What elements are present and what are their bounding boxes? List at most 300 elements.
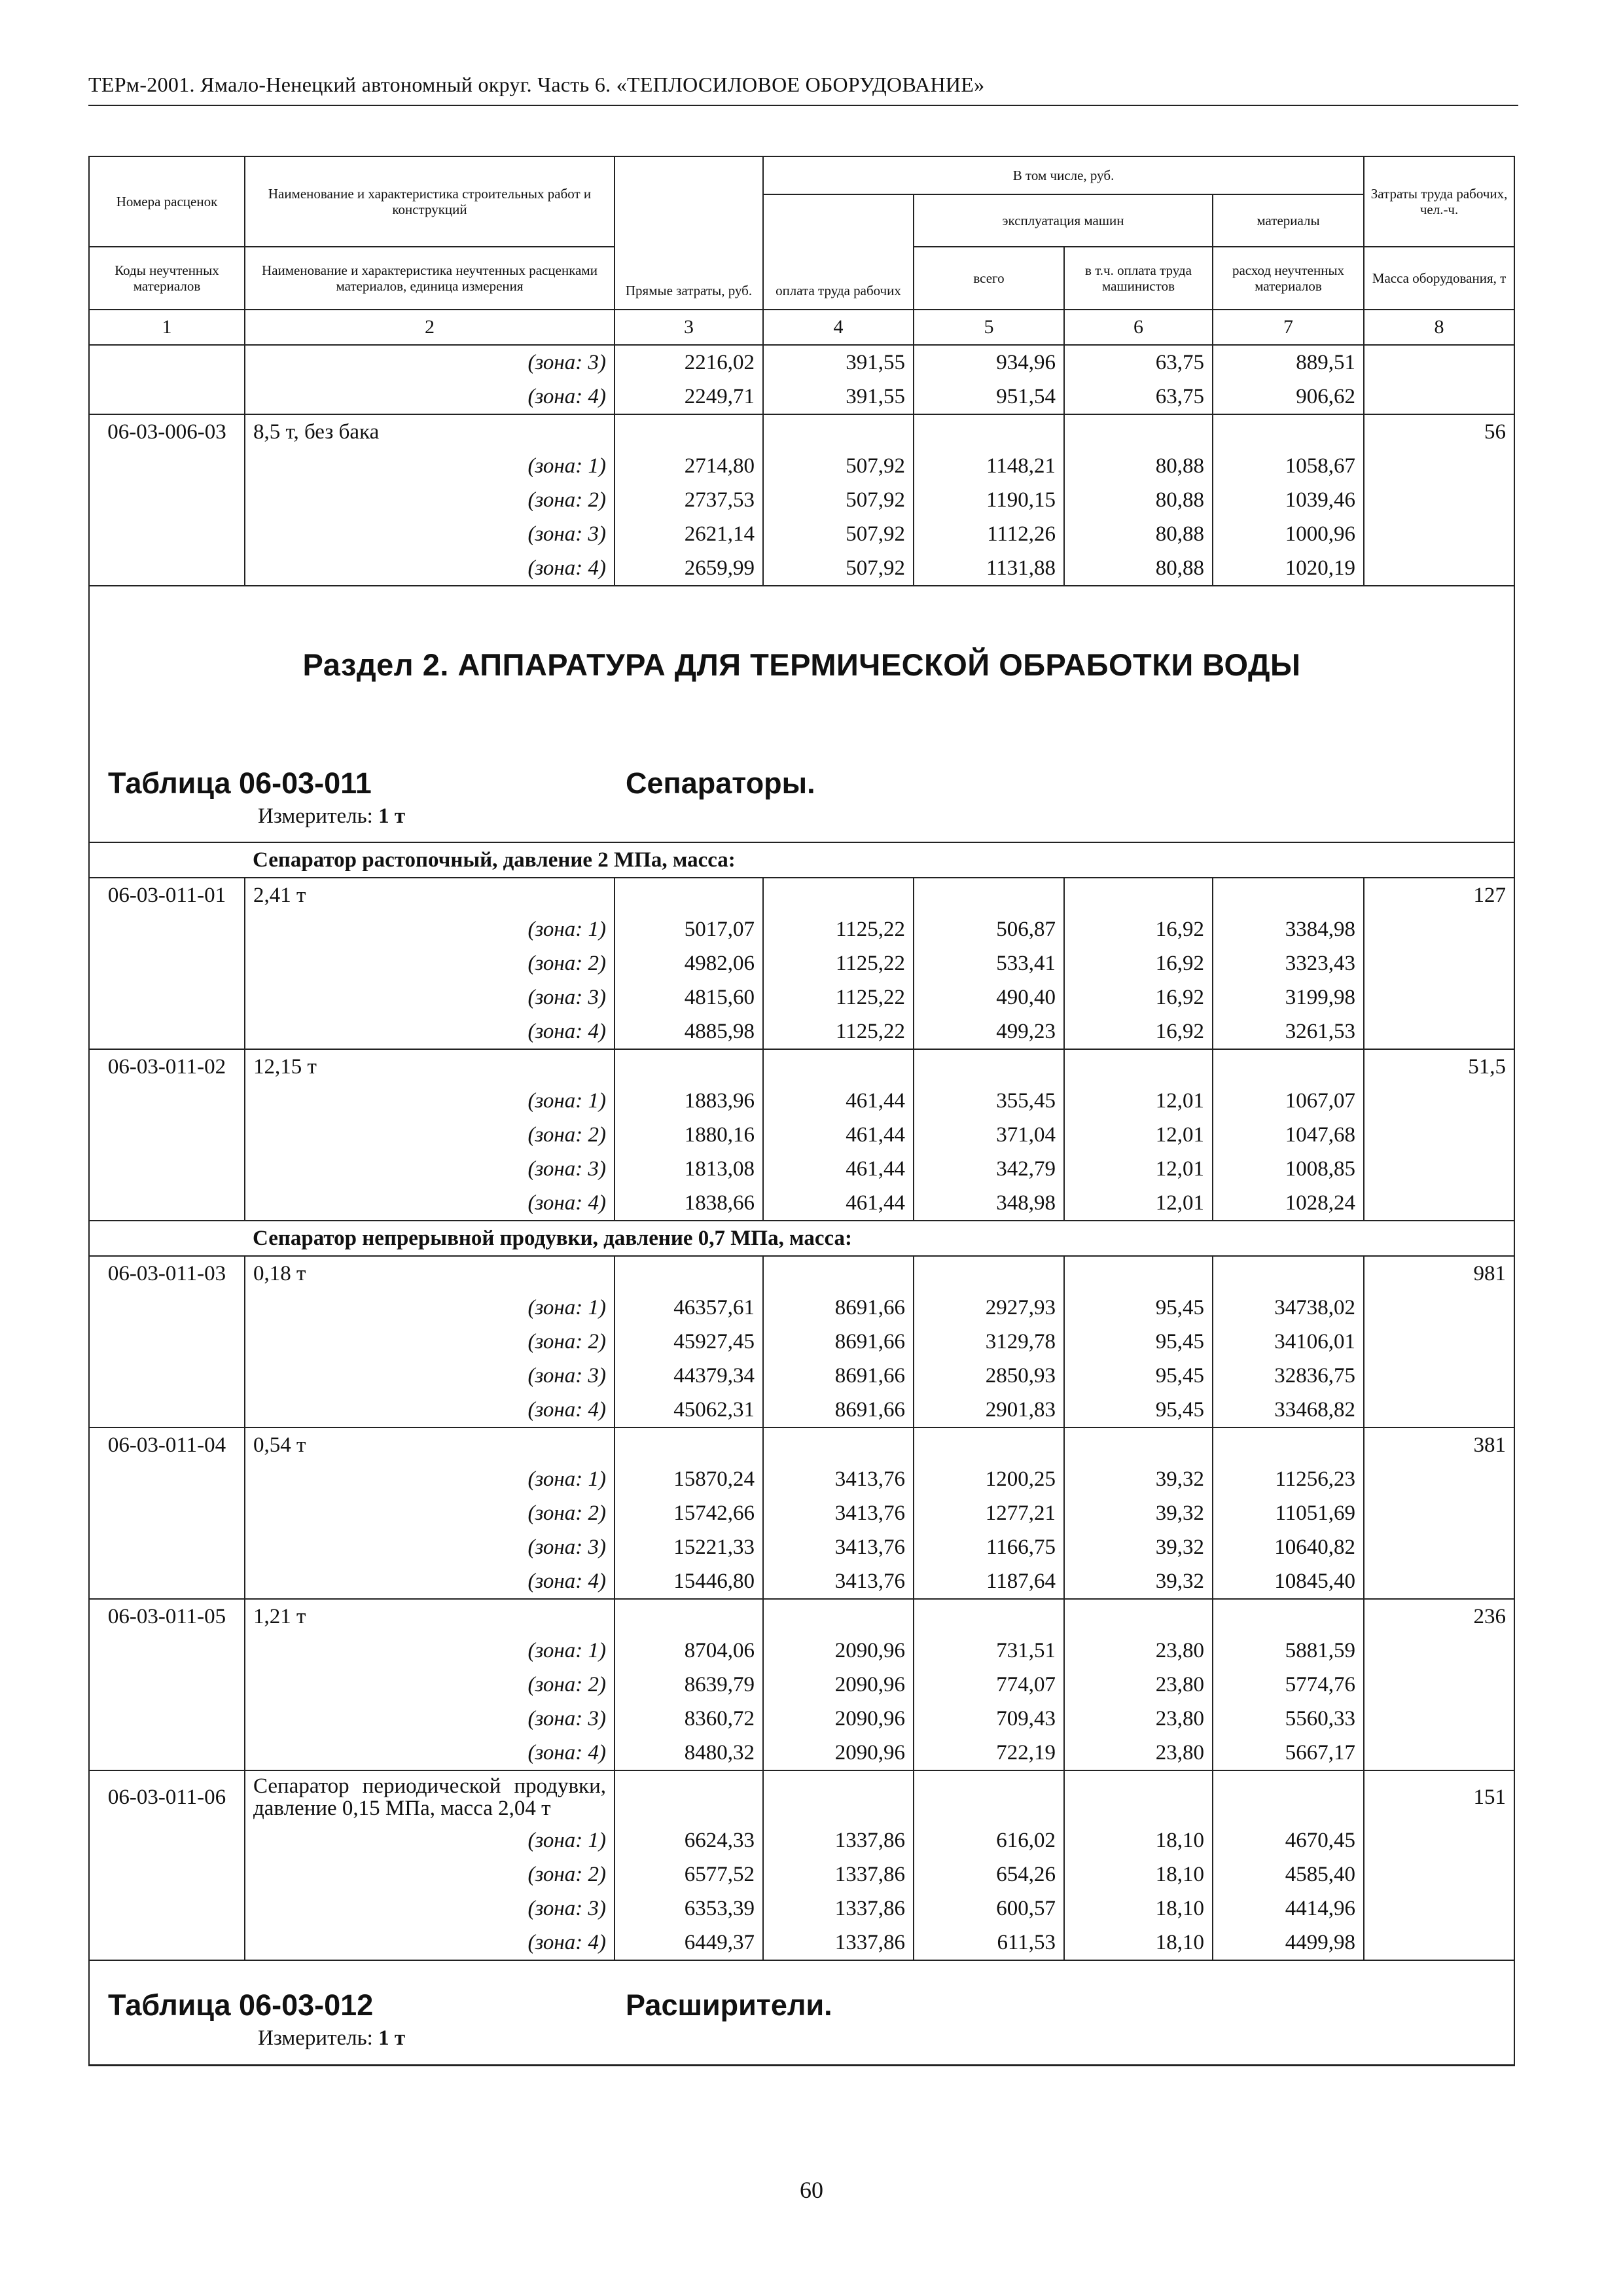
labor-pay: 8691,66 <box>763 1325 914 1359</box>
labor-cell <box>1364 1359 1514 1393</box>
item-row <box>89 878 1514 912</box>
empty-cell <box>914 1049 1064 1084</box>
direct-cost: 2216,02 <box>615 345 763 380</box>
direct-cost: 1838,66 <box>615 1186 763 1221</box>
machines-op-pay: 16,92 <box>1064 980 1213 1014</box>
labor-cell <box>1364 912 1514 946</box>
code-cell <box>89 946 245 980</box>
zone-label: (зона: 2) <box>245 483 615 517</box>
materials: 32836,75 <box>1213 1359 1364 1393</box>
machines-op-pay: 12,01 <box>1064 1118 1213 1152</box>
machines-total: 533,41 <box>914 946 1064 980</box>
machines-op-pay: 80,88 <box>1064 449 1213 483</box>
machines-total: 1187,64 <box>914 1564 1064 1599</box>
machines-op-pay: 95,45 <box>1064 1393 1213 1427</box>
empty-cell <box>914 1599 1064 1634</box>
zone-label: (зона: 4) <box>245 1393 615 1427</box>
machines-op-pay: 18,10 <box>1064 1857 1213 1892</box>
empty-cell <box>89 842 245 878</box>
labor-pay: 1337,86 <box>763 1823 914 1857</box>
materials: 3199,98 <box>1213 980 1364 1014</box>
labor-cell <box>1364 1014 1514 1049</box>
machines-total: 2927,93 <box>914 1291 1064 1325</box>
table-row <box>89 946 1514 980</box>
empty-cell <box>763 1427 914 1462</box>
table-row <box>89 1186 1514 1221</box>
empty-cell <box>1064 1427 1213 1462</box>
machines-total: 654,26 <box>914 1857 1064 1892</box>
labor-pay: 391,55 <box>763 380 914 414</box>
labor-pay: 461,44 <box>763 1118 914 1152</box>
labor-cell <box>1364 1702 1514 1736</box>
item-name: 2,41 т <box>245 878 615 912</box>
table-number: Таблица 06-03-012 <box>108 1988 374 2022</box>
labor-cell <box>1364 483 1514 517</box>
col-materials-unacc-header: расход неучтенных материалов <box>1213 247 1364 310</box>
code-cell <box>89 1530 245 1564</box>
machines-op-pay: 18,10 <box>1064 1926 1213 1960</box>
machines-op-pay: 18,10 <box>1064 1823 1213 1857</box>
table-row <box>89 551 1514 586</box>
direct-cost: 8360,72 <box>615 1702 763 1736</box>
zone-label: (зона: 2) <box>245 1496 615 1530</box>
rate-code: 06-03-011-02 <box>89 1049 245 1084</box>
machines-total: 1131,88 <box>914 551 1064 586</box>
labor-cell <box>1364 1462 1514 1496</box>
machines-op-pay: 23,80 <box>1064 1736 1213 1770</box>
item-row <box>89 1427 1514 1462</box>
materials: 34738,02 <box>1213 1291 1364 1325</box>
table-row <box>89 449 1514 483</box>
machines-op-pay: 80,88 <box>1064 517 1213 551</box>
item-name: 0,54 т <box>245 1427 615 1462</box>
labor-cell <box>1364 517 1514 551</box>
labor-pay: 2090,96 <box>763 1668 914 1702</box>
item-row <box>89 1770 1514 1823</box>
code-cell <box>89 1118 245 1152</box>
group-row <box>89 1221 1514 1256</box>
labor-hours: 51,5 <box>1364 1049 1514 1084</box>
unit-label: Измеритель: <box>258 2026 373 2050</box>
machines-op-pay: 39,32 <box>1064 1564 1213 1599</box>
direct-cost: 15870,24 <box>615 1462 763 1496</box>
labor-cell <box>1364 449 1514 483</box>
empty-cell <box>763 1256 914 1291</box>
machines-total: 1148,21 <box>914 449 1064 483</box>
direct-cost: 8639,79 <box>615 1668 763 1702</box>
materials: 1058,67 <box>1213 449 1364 483</box>
zone-label: (зона: 1) <box>245 1084 615 1118</box>
machines-total: 934,96 <box>914 345 1064 380</box>
table-row <box>89 1084 1514 1118</box>
machines-op-pay: 12,01 <box>1064 1152 1213 1186</box>
col-number: 8 <box>1364 310 1514 345</box>
code-cell <box>89 1014 245 1049</box>
code-cell <box>89 1359 245 1393</box>
labor-pay: 1125,22 <box>763 1014 914 1049</box>
empty-cell <box>1213 1599 1364 1634</box>
zone-label: (зона: 1) <box>245 912 615 946</box>
labor-cell <box>1364 1152 1514 1186</box>
materials: 1008,85 <box>1213 1152 1364 1186</box>
table-row <box>89 1462 1514 1496</box>
zone-label: (зона: 3) <box>245 1152 615 1186</box>
table-row <box>89 1702 1514 1736</box>
direct-cost: 4982,06 <box>615 946 763 980</box>
direct-cost: 45062,31 <box>615 1393 763 1427</box>
col-machines-total-header: всего <box>914 247 1064 310</box>
labor-hours: 151 <box>1364 1770 1514 1823</box>
materials: 1067,07 <box>1213 1084 1364 1118</box>
machines-total: 611,53 <box>914 1926 1064 1960</box>
machines-total: 2901,83 <box>914 1393 1064 1427</box>
table-row <box>89 1736 1514 1770</box>
code-cell <box>89 1496 245 1530</box>
materials: 906,62 <box>1213 380 1364 414</box>
empty-cell <box>615 1427 763 1462</box>
table-row <box>89 1823 1514 1857</box>
item-row <box>89 1049 1514 1084</box>
zone-label: (зона: 3) <box>245 1530 615 1564</box>
item-row <box>89 1256 1514 1291</box>
materials: 3323,43 <box>1213 946 1364 980</box>
labor-pay: 8691,66 <box>763 1359 914 1393</box>
materials: 5560,33 <box>1213 1702 1364 1736</box>
labor-cell <box>1364 1496 1514 1530</box>
machines-total: 348,98 <box>914 1186 1064 1221</box>
labor-cell <box>1364 946 1514 980</box>
unit-value: 1 т <box>378 2026 406 2050</box>
code-cell <box>89 1668 245 1702</box>
labor-cell <box>1364 1634 1514 1668</box>
labor-pay: 1125,22 <box>763 946 914 980</box>
empty-cell <box>615 414 763 449</box>
table-row <box>89 1926 1514 1960</box>
empty-cell <box>1213 878 1364 912</box>
machines-op-pay: 23,80 <box>1064 1702 1213 1736</box>
direct-cost: 2249,71 <box>615 380 763 414</box>
code-cell <box>89 1291 245 1325</box>
code-cell <box>89 1926 245 1960</box>
code-cell <box>89 1857 245 1892</box>
zone-label: (зона: 2) <box>245 1325 615 1359</box>
machines-op-pay: 39,32 <box>1064 1496 1213 1530</box>
machines-op-pay: 63,75 <box>1064 345 1213 380</box>
empty-cell <box>914 1770 1064 1823</box>
labor-pay: 1125,22 <box>763 980 914 1014</box>
table-row <box>89 912 1514 946</box>
table-heading <box>90 766 1514 837</box>
empty-cell <box>615 1049 763 1084</box>
empty-cell <box>615 878 763 912</box>
empty-cell <box>914 1256 1064 1291</box>
labor-cell <box>1364 1084 1514 1118</box>
machines-op-pay: 95,45 <box>1064 1291 1213 1325</box>
empty-cell <box>763 1599 914 1634</box>
col-incl-header: В том числе, руб. <box>763 156 1364 194</box>
zone-label: (зона: 3) <box>245 1359 615 1393</box>
machines-op-pay: 16,92 <box>1064 912 1213 946</box>
section-title: Раздел 2. АППАРАТУРА ДЛЯ ТЕРМИЧЕСКОЙ ОБРАБОТКИ ВОДЫ <box>302 647 1301 682</box>
direct-cost: 4885,98 <box>615 1014 763 1049</box>
empty-cell <box>615 1770 763 1823</box>
direct-cost: 6577,52 <box>615 1857 763 1892</box>
direct-cost: 2621,14 <box>615 517 763 551</box>
direct-cost: 2737,53 <box>615 483 763 517</box>
unit-value: 1 т <box>378 804 406 828</box>
table-row <box>89 1668 1514 1702</box>
materials: 5774,76 <box>1213 1668 1364 1702</box>
zone-label: (зона: 4) <box>245 1014 615 1049</box>
rate-code: 06-03-011-04 <box>89 1427 245 1462</box>
code-cell <box>89 517 245 551</box>
col-code-header: Номера расценок <box>89 156 245 247</box>
table-heading-row <box>89 1960 1514 2066</box>
labor-cell <box>1364 1291 1514 1325</box>
materials: 4414,96 <box>1213 1892 1364 1926</box>
labor-cell <box>1364 345 1514 380</box>
item-name: 8,5 т, без бака <box>245 414 615 449</box>
materials: 3384,98 <box>1213 912 1364 946</box>
labor-pay: 507,92 <box>763 483 914 517</box>
empty-cell <box>1064 1599 1213 1634</box>
col-name-unacc-header: Наименование и характеристика неучтенных расценками материалов, единица измерения <box>245 247 615 310</box>
table-row <box>89 517 1514 551</box>
labor-cell <box>1364 1668 1514 1702</box>
machines-total: 722,19 <box>914 1736 1064 1770</box>
table-row <box>89 1359 1514 1393</box>
materials: 5667,17 <box>1213 1736 1364 1770</box>
rate-code: 06-03-011-05 <box>89 1599 245 1634</box>
empty-cell <box>1064 878 1213 912</box>
labor-hours: 56 <box>1364 414 1514 449</box>
zone-label: (зона: 3) <box>245 517 615 551</box>
machines-op-pay: 16,92 <box>1064 1014 1213 1049</box>
zone-label: (зона: 3) <box>245 980 615 1014</box>
zone-label: (зона: 1) <box>245 1823 615 1857</box>
labor-pay: 507,92 <box>763 517 914 551</box>
group-row <box>89 842 1514 878</box>
code-cell <box>89 1325 245 1359</box>
zone-label: (зона: 4) <box>245 1926 615 1960</box>
code-cell <box>89 1736 245 1770</box>
materials: 4670,45 <box>1213 1823 1364 1857</box>
table-row <box>89 1496 1514 1530</box>
materials: 1047,68 <box>1213 1118 1364 1152</box>
zone-label: (зона: 3) <box>245 345 615 380</box>
unit-line <box>258 2026 405 2051</box>
labor-pay: 3413,76 <box>763 1462 914 1496</box>
group-title: Сепаратор непрерывной продувки, давление 0,7 МПа, масса: <box>245 1221 1514 1256</box>
labor-cell <box>1364 1118 1514 1152</box>
table-row <box>89 1857 1514 1892</box>
empty-cell <box>914 1427 1064 1462</box>
table-row <box>89 1325 1514 1359</box>
materials: 4585,40 <box>1213 1857 1364 1892</box>
materials: 33468,82 <box>1213 1393 1364 1427</box>
materials: 10640,82 <box>1213 1530 1364 1564</box>
direct-cost: 5017,07 <box>615 912 763 946</box>
col-machines-op-pay-header: в т.ч. оплата труда машинистов <box>1064 247 1213 310</box>
zone-label: (зона: 4) <box>245 1736 615 1770</box>
running-header: ТЕРм-2001. Ямало-Ненецкий автономный округ. Часть 6. «ТЕПЛОСИЛОВОЕ ОБОРУДОВАНИЕ» <box>88 71 1518 106</box>
direct-cost: 8480,32 <box>615 1736 763 1770</box>
direct-cost: 4815,60 <box>615 980 763 1014</box>
table-row <box>89 1892 1514 1926</box>
machines-total: 342,79 <box>914 1152 1064 1186</box>
zone-label: (зона: 4) <box>245 1186 615 1221</box>
zone-label: (зона: 3) <box>245 1892 615 1926</box>
machines-total: 951,54 <box>914 380 1064 414</box>
machines-total: 490,40 <box>914 980 1064 1014</box>
materials: 5881,59 <box>1213 1634 1364 1668</box>
labor-cell <box>1364 380 1514 414</box>
empty-cell <box>763 1770 914 1823</box>
zone-label: (зона: 3) <box>245 1702 615 1736</box>
zone-label: (зона: 2) <box>245 1118 615 1152</box>
materials: 1039,46 <box>1213 483 1364 517</box>
empty-cell <box>914 414 1064 449</box>
direct-cost: 2714,80 <box>615 449 763 483</box>
machines-total: 499,23 <box>914 1014 1064 1049</box>
machines-total: 355,45 <box>914 1084 1064 1118</box>
col-labor-pay-header: оплата труда рабочих <box>763 194 914 310</box>
col-number: 2 <box>245 310 615 345</box>
direct-cost: 1813,08 <box>615 1152 763 1186</box>
direct-cost: 46357,61 <box>615 1291 763 1325</box>
labor-pay: 1337,86 <box>763 1892 914 1926</box>
labor-cell <box>1364 1564 1514 1599</box>
direct-cost: 1883,96 <box>615 1084 763 1118</box>
rate-code: 06-03-011-06 <box>89 1770 245 1823</box>
code-cell <box>89 980 245 1014</box>
materials: 4499,98 <box>1213 1926 1364 1960</box>
labor-cell <box>1364 1736 1514 1770</box>
labor-pay: 2090,96 <box>763 1702 914 1736</box>
unit-line <box>258 804 405 829</box>
code-cell <box>89 1393 245 1427</box>
code-cell <box>89 1186 245 1221</box>
machines-op-pay: 63,75 <box>1064 380 1213 414</box>
table-row <box>89 1393 1514 1427</box>
machines-total: 1112,26 <box>914 517 1064 551</box>
machines-op-pay: 95,45 <box>1064 1359 1213 1393</box>
labor-pay: 3413,76 <box>763 1530 914 1564</box>
table-heading <box>90 1988 1514 2054</box>
rates-table <box>88 156 1515 2066</box>
direct-cost: 15446,80 <box>615 1564 763 1599</box>
labor-pay: 2090,96 <box>763 1736 914 1770</box>
labor-pay: 507,92 <box>763 551 914 586</box>
code-cell <box>89 1152 245 1186</box>
item-row <box>89 1599 1514 1634</box>
table-row <box>89 1530 1514 1564</box>
table-row <box>89 1291 1514 1325</box>
materials: 11256,23 <box>1213 1462 1364 1496</box>
code-cell <box>89 483 245 517</box>
machines-total: 371,04 <box>914 1118 1064 1152</box>
table-title: Сепараторы. <box>626 766 815 800</box>
code-cell <box>89 912 245 946</box>
zone-label: (зона: 1) <box>245 1291 615 1325</box>
item-row <box>89 414 1514 449</box>
materials: 34106,01 <box>1213 1325 1364 1359</box>
table-row <box>89 1634 1514 1668</box>
direct-cost: 15742,66 <box>615 1496 763 1530</box>
labor-hours: 381 <box>1364 1427 1514 1462</box>
code-cell <box>89 1564 245 1599</box>
empty-cell <box>89 1221 245 1256</box>
col-codes-unacc-header: Коды неучтенных материалов <box>89 247 245 310</box>
labor-hours: 236 <box>1364 1599 1514 1634</box>
labor-cell <box>1364 1530 1514 1564</box>
materials: 11051,69 <box>1213 1496 1364 1530</box>
materials: 3261,53 <box>1213 1014 1364 1049</box>
empty-cell <box>615 1256 763 1291</box>
materials: 1020,19 <box>1213 551 1364 586</box>
empty-cell <box>1213 1049 1364 1084</box>
machines-op-pay: 95,45 <box>1064 1325 1213 1359</box>
table-row <box>89 345 1514 380</box>
zone-label: (зона: 4) <box>245 380 615 414</box>
materials: 1000,96 <box>1213 517 1364 551</box>
col-mass-header: Масса оборудования, т <box>1364 247 1514 310</box>
labor-hours: 981 <box>1364 1256 1514 1291</box>
code-cell <box>89 1634 245 1668</box>
col-materials-header: материалы <box>1213 194 1364 247</box>
zone-label: (зона: 1) <box>245 1462 615 1496</box>
zone-label: (зона: 2) <box>245 1857 615 1892</box>
direct-cost: 6624,33 <box>615 1823 763 1857</box>
labor-cell <box>1364 1823 1514 1857</box>
machines-total: 709,43 <box>914 1702 1064 1736</box>
col-name-header: Наименование и характеристика строительных работ и конструкций <box>245 156 615 247</box>
unit-label: Измеритель: <box>258 804 373 828</box>
labor-pay: 507,92 <box>763 449 914 483</box>
col-number: 1 <box>89 310 245 345</box>
labor-pay: 1125,22 <box>763 912 914 946</box>
item-name: 1,21 т <box>245 1599 615 1634</box>
rate-code: 06-03-011-01 <box>89 878 245 912</box>
col-number: 5 <box>914 310 1064 345</box>
table-row <box>89 1152 1514 1186</box>
materials: 10845,40 <box>1213 1564 1364 1599</box>
code-cell <box>89 1702 245 1736</box>
empty-cell <box>1064 1256 1213 1291</box>
machines-total: 1166,75 <box>914 1530 1064 1564</box>
empty-cell <box>615 1599 763 1634</box>
col-direct-header: Прямые затраты, руб. <box>615 156 763 310</box>
col-machines-header: эксплуатация машин <box>914 194 1213 247</box>
code-cell <box>89 551 245 586</box>
machines-op-pay: 23,80 <box>1064 1668 1213 1702</box>
machines-op-pay: 16,92 <box>1064 946 1213 980</box>
materials: 889,51 <box>1213 345 1364 380</box>
table-row <box>89 380 1514 414</box>
labor-hours: 127 <box>1364 878 1514 912</box>
machines-total: 774,07 <box>914 1668 1064 1702</box>
labor-cell <box>1364 551 1514 586</box>
rate-code: 06-03-011-03 <box>89 1256 245 1291</box>
zone-label: (зона: 1) <box>245 1634 615 1668</box>
empty-cell <box>1064 1049 1213 1084</box>
direct-cost: 44379,34 <box>615 1359 763 1393</box>
direct-cost: 1880,16 <box>615 1118 763 1152</box>
labor-pay: 8691,66 <box>763 1393 914 1427</box>
labor-pay: 8691,66 <box>763 1291 914 1325</box>
labor-pay: 3413,76 <box>763 1564 914 1599</box>
zone-label: (зона: 4) <box>245 551 615 586</box>
